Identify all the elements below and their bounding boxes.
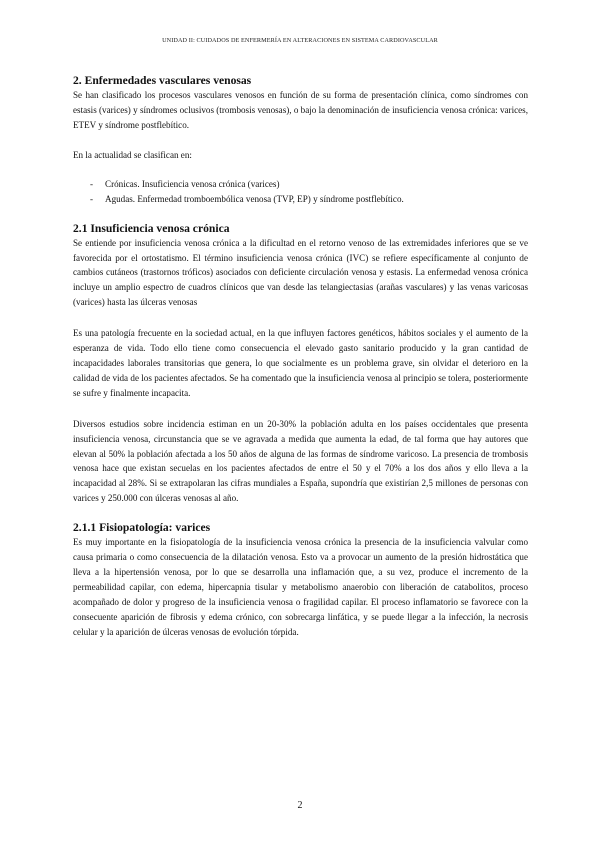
section-2-1-1-heading: 2.1.1 Fisiopatología: varices	[73, 521, 211, 535]
section-2-intro: Se han clasificado los procesos vasculares venosos en función de su forma de presentación clínica, como síndromes con estasis (varices) y síndromes oclusivos (trombosis venosas), o bajo la denominación de insuficiencia venosa crónica: varices, ETEV y síndrome postflebítico.	[73, 90, 528, 130]
classification-lead: En la actualidad se clasifican en:	[73, 149, 192, 160]
section-2-heading: 2. Enfermedades vasculares venosas	[73, 74, 252, 87]
dash-bullet: -	[90, 193, 94, 204]
section-2-1-1-paragraph-1: Es muy importante en la fisiopatología de la insuficiencia venosa crónica la presencia de la insuficiencia valvular como causa primaria o como consecuencia de la dilatación venosa. Esto va a provocar un aumento de la presión hidrostática que lleva a la hipertensión venosa, por lo que se desarrolla una inflamación que, a su vez, produce el incremento de la permeabilidad capilar, con edema, hipercapnia tisular y metabolismo anaerobio con liberación de catabolitos, proceso acompañado de dolor y progreso de la insuficiencia venosa o fragilidad capilar. El proceso inflamatorio se favorece con la consecuente aparición de fibrosis y edema crónico, con sobrecarga linfática, y se puede llegar a la infección, la necrosis celular y la aparición de úlceras venosas de evolución tórpida.	[73, 537, 528, 637]
dash-bullet: -	[90, 178, 94, 189]
list-item	[73, 192, 528, 207]
page-content	[73, 74, 528, 639]
section-2-1-heading: 2.1 Insuficiencia venosa crónica	[73, 221, 230, 235]
list-item	[73, 177, 528, 192]
list-item-text: Agudas. Enfermedad tromboembólica venosa (TVP, EP) y síndrome postflebítico.	[105, 193, 404, 204]
section-2-1-paragraph-3: Diversos estudios sobre incidencia estiman en un 20-30% la población adulta en los países occidentales que presenta insuficiencia venosa, circunstancia que se ve agravada a medida que aumenta la edad, de tal forma que hay autores que elevan al 50% la población afectada a los 50 años de alguna de las formas de síndrome varicoso. La presencia de trombosis venosa hace que existan secuelas en los pacientes afectados de entre el 50 y el 70% a los dos años y ello lleva a la incapacidad al 28%. Si se extrapolaran las cifras mundiales a España, supondría que existirían 2,5 millones de personas con varices y 250.000 con úlceras venosas al año.	[73, 418, 528, 504]
classification-list	[73, 177, 528, 207]
section-2-1-paragraph-2: Es una patología frecuente en la sociedad actual, en la que influyen factores genéticos, hábitos sociales y el aumento de la esperanza de vida. Todo ello tiene como consecuencia el elevado gasto sanitario producido y la gran cantidad de incapacidades laborales transitorias que genera, lo que socialmente es un problema grave, sin olvidar el deterioro en la calidad de vida de los pacientes afectados. Se ha comentado que la insuficiencia venosa al principio se tolera, posteriormente se sufre y finalmente incapacita.	[73, 328, 528, 398]
page-number: 2	[297, 800, 303, 811]
section-2-1-paragraph-1: Se entiende por insuficiencia venosa crónica a la dificultad en el retorno venoso de las extremidades inferiores que se ve favorecida por el ortostatismo. El término insuficiencia venosa crónica (IVC) se refiere específicamente al conjunto de cambios cutáneos (trastornos tróficos) asociados con deficiente circulación venosa y estasis. La enfermedad venosa crónica incluye un amplio espectro de cuadros clínicos que van desde las telangiectasias (arañas vasculares) y las venas varicosas (varices) hasta las úlceras venosas	[73, 237, 528, 308]
list-item-text: Crónicas. Insuficiencia venosa crónica (varices)	[105, 178, 280, 189]
running-header: UNIDAD II: CUIDADOS DE ENFERMERÍA EN ALTERACIONES EN SISTEMA CARDIOVASCULAR	[162, 37, 438, 44]
